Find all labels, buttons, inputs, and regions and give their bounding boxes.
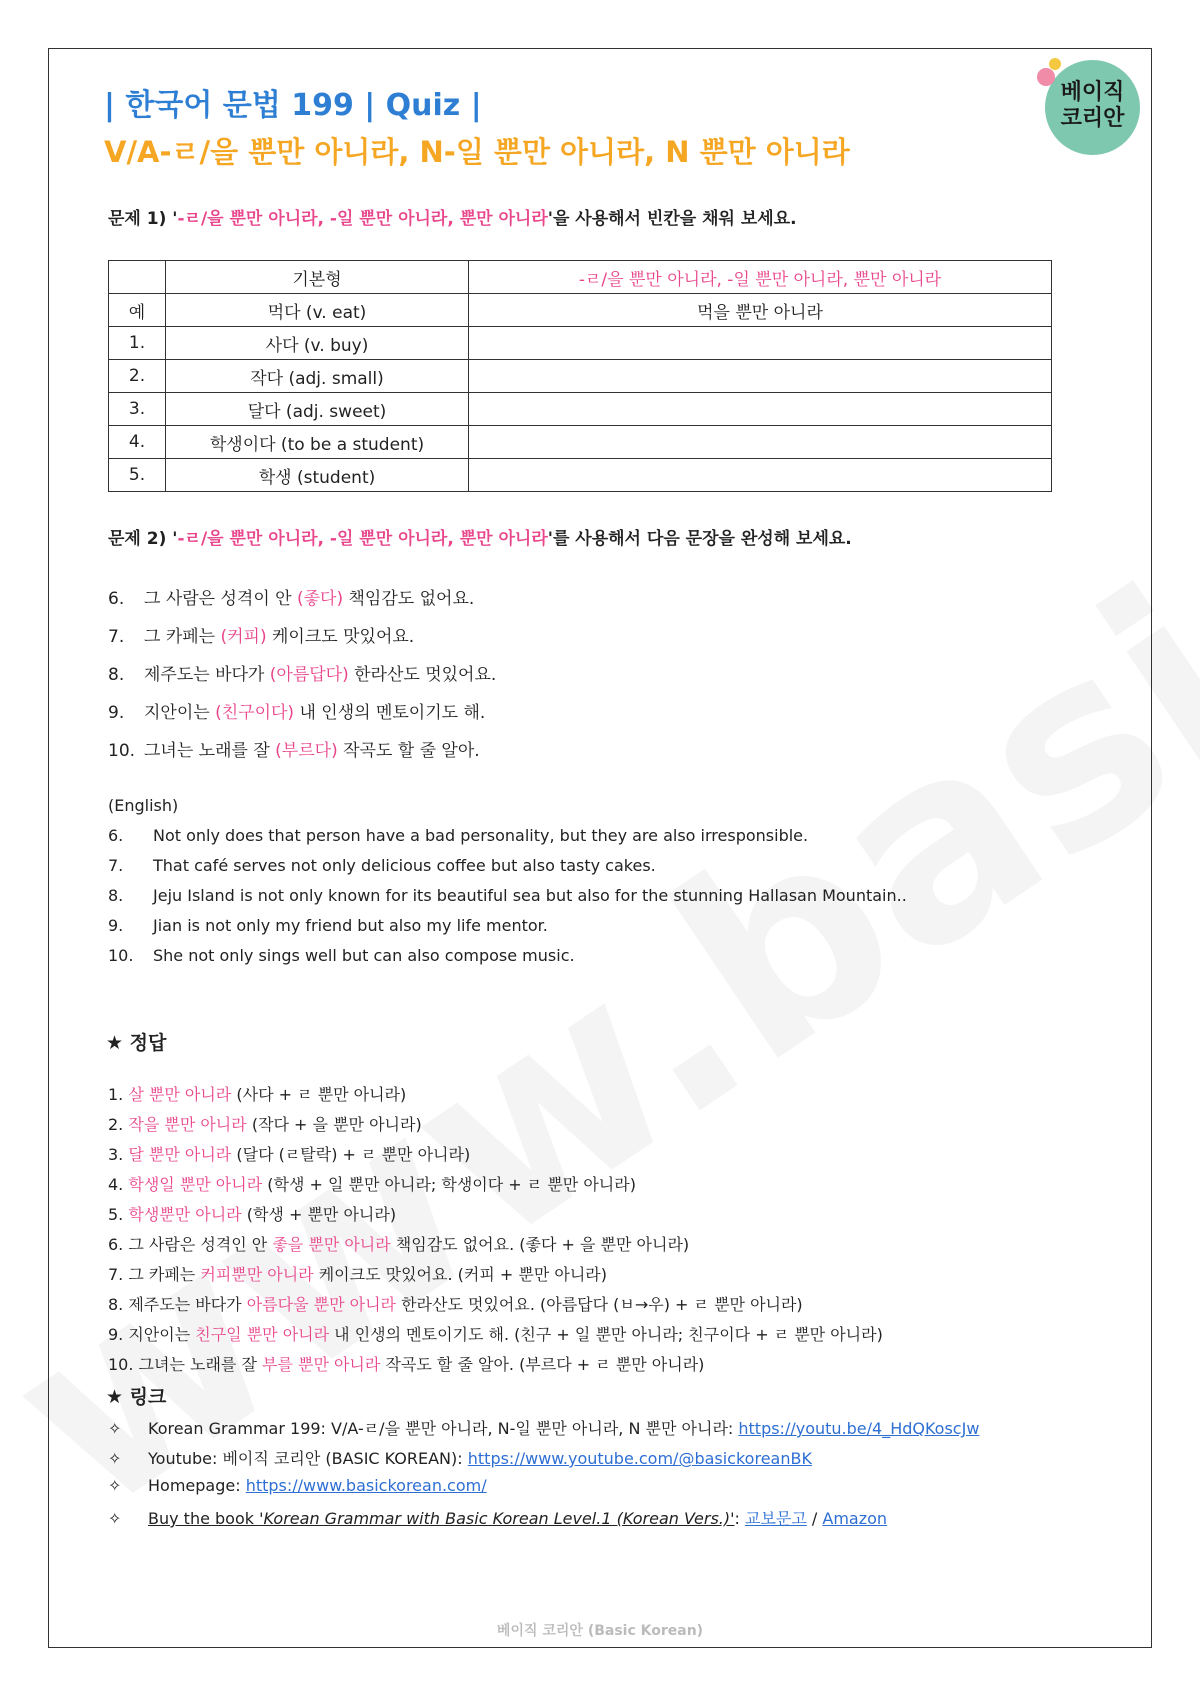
link-label: Homepage: — [148, 1476, 246, 1495]
table-header-base: 기본형 — [166, 261, 469, 294]
homepage-link[interactable]: https://www.basickorean.com/ — [245, 1476, 487, 1495]
answer-text: 2. — [108, 1115, 129, 1134]
row-answer — [469, 393, 1052, 426]
answer-highlight: 아름다울 뿐만 아니라 — [246, 1295, 396, 1314]
row-number: 4. — [109, 426, 166, 459]
answer-highlight: 학생일 뿐만 아니라 — [128, 1175, 263, 1194]
table-header-form: -ㄹ/을 뿐만 아니라, -일 뿐만 아니라, 뿐만 아니라 — [469, 261, 1052, 294]
bullet-icon: ✧ — [108, 1509, 122, 1528]
link-label: Youtube: 베이직 코리안 (BASIC KOREAN): — [148, 1449, 468, 1468]
sentence-hint: (커피) — [220, 627, 267, 647]
english-text: Not only does that person have a bad personality, but they are also irresponsible. — [153, 826, 809, 845]
sentence-number: 10. — [108, 741, 136, 761]
answer-highlight: 작을 뿐만 아니라 — [128, 1115, 247, 1134]
question-2 — [108, 524, 852, 549]
table-header-row — [109, 261, 1052, 294]
sentence-number: 9. — [108, 703, 125, 723]
table-row — [109, 426, 1052, 459]
sentence-hint: (부르다) — [275, 741, 338, 761]
question-2-pattern: -ㄹ/을 뿐만 아니라, -일 뿐만 아니라, 뿐만 아니라 — [177, 529, 548, 549]
row-answer — [469, 327, 1052, 360]
english-number: 10. — [108, 946, 134, 965]
answer-text: 케이크도 맛있어요. (커피 + 뿐만 아니라) — [313, 1265, 607, 1284]
answer-highlight: 커피뿐만 아니라 — [200, 1265, 314, 1284]
row-base: 학생 (student) — [166, 459, 469, 492]
bullet-icon: ✧ — [108, 1419, 122, 1438]
answer-item — [108, 1172, 636, 1195]
answer-highlight: 달 뿐만 아니라 — [128, 1145, 232, 1164]
link-item — [108, 1476, 487, 1495]
table-row — [109, 393, 1052, 426]
answer-text: (사다 + ㄹ 뿐만 아니라) — [231, 1085, 407, 1104]
book-title: 'Korean Grammar with Basic Korean Level.1 (Korean Vers.)' — [259, 1509, 735, 1528]
english-text: Jian is not only my friend but also my life mentor. — [153, 916, 548, 935]
answer-text: 1. — [108, 1085, 129, 1104]
sentence-number: 6. — [108, 589, 125, 609]
sentence-hint: (아름답다) — [269, 665, 349, 685]
row-number: 3. — [109, 393, 166, 426]
english-number: 6. — [108, 826, 124, 845]
question-2-suffix: '를 사용해서 다음 문장을 완성해 보세요. — [547, 529, 852, 549]
answer-item — [108, 1202, 396, 1225]
english-number: 8. — [108, 886, 124, 905]
sentence-text: 제주도는 바다가 — [144, 665, 270, 685]
link-item — [108, 1416, 979, 1439]
row-base: 먹다 (v. eat) — [166, 294, 469, 327]
logo-text-line1: 베이직 — [1060, 80, 1125, 105]
table-row — [109, 294, 1052, 327]
answer-text: (학생 + 일 뿐만 아니라; 학생이다 + ㄹ 뿐만 아니라) — [262, 1175, 636, 1194]
english-number: 9. — [108, 916, 124, 935]
sentence-number: 7. — [108, 627, 125, 647]
english-item — [108, 886, 907, 905]
sentence-text: 내 인생의 멘토이기도 해. — [294, 703, 486, 723]
sentence-item — [108, 736, 480, 761]
sentence-text: 그 카페는 — [144, 627, 221, 647]
english-item — [108, 856, 656, 875]
amazon-link[interactable]: Amazon — [822, 1509, 888, 1528]
row-number: 2. — [109, 360, 166, 393]
page-subtitle: V/A-ㄹ/을 뿐만 아니라, N-일 뿐만 아니라, N 뿐만 아니라 — [104, 135, 850, 169]
english-text: Jeju Island is not only known for its beautiful sea but also for the stunning Hallasan Mountain.. — [153, 886, 907, 905]
question-1-pattern: -ㄹ/을 뿐만 아니라, -일 뿐만 아니라, 뿐만 아니라 — [177, 209, 548, 229]
english-text: That café serves not only delicious coffee but also tasty cakes. — [153, 856, 656, 875]
answer-item — [108, 1322, 883, 1345]
question-1-suffix: '을 사용해서 빈칸을 채워 보세요. — [547, 209, 797, 229]
row-base: 학생이다 (to be a student) — [166, 426, 469, 459]
book-prefix: Buy the book — [148, 1509, 260, 1528]
book-colon: : — [734, 1509, 745, 1528]
sentence-text: 책임감도 없어요. — [343, 589, 475, 609]
answer-highlight: 살 뿐만 아니라 — [128, 1085, 232, 1104]
answer-text: (달다 (ㄹ탈락) + ㄹ 뿐만 아니라) — [231, 1145, 471, 1164]
answer-text: (학생 + 뿐만 아니라) — [241, 1205, 397, 1224]
sentence-hint: (좋다) — [297, 589, 344, 609]
answer-item — [108, 1232, 689, 1255]
answer-text: 9. 지안이는 — [108, 1325, 196, 1344]
answer-text: 한라산도 멋있어요. (아름답다 (ㅂ→우) + ㄹ 뿐만 아니라) — [396, 1295, 803, 1314]
answer-text: 8. 제주도는 바다가 — [108, 1295, 247, 1314]
answer-item — [108, 1082, 406, 1105]
logo-dot-yellow — [1049, 58, 1061, 70]
row-base: 작다 (adj. small) — [166, 360, 469, 393]
grammar-video-link[interactable]: https://youtu.be/4_HdQKoscJw — [738, 1419, 980, 1438]
sentence-text: 한라산도 멋있어요. — [348, 665, 497, 685]
sentence-number: 8. — [108, 665, 125, 685]
answer-text: 7. 그 카페는 — [108, 1265, 201, 1284]
footer: 베이직 코리안 (Basic Korean) — [496, 1623, 704, 1639]
row-base: 사다 (v. buy) — [166, 327, 469, 360]
answer-text: 5. — [108, 1205, 129, 1224]
answer-text: 10. 그녀는 노래를 잘 — [108, 1355, 262, 1374]
row-number: 5. — [109, 459, 166, 492]
kyobo-link[interactable]: 교보문고 — [744, 1509, 807, 1528]
question-2-prefix: 문제 2) ' — [108, 529, 178, 549]
table-row — [109, 360, 1052, 393]
answer-text: (작다 + 을 뿐만 아니라) — [246, 1115, 422, 1134]
link-label: Korean Grammar 199: V/A-ㄹ/을 뿐만 아니라, N-일 뿐만 아니라, N 뿐만 아니라: — [148, 1419, 739, 1438]
bullet-icon: ✧ — [108, 1476, 122, 1495]
table-row — [109, 459, 1052, 492]
answer-highlight: 학생뿐만 아니라 — [128, 1205, 242, 1224]
answer-text: 4. — [108, 1175, 129, 1194]
english-item — [108, 946, 575, 965]
bullet-icon: ✧ — [108, 1449, 122, 1468]
row-number: 예 — [109, 294, 166, 327]
row-answer — [469, 459, 1052, 492]
table-row — [109, 327, 1052, 360]
exercise-table — [108, 260, 1052, 492]
row-answer: 먹을 뿐만 아니라 — [469, 294, 1052, 327]
answers-heading: ★ 정답 — [106, 1032, 167, 1054]
answer-text: 3. — [108, 1145, 129, 1164]
answer-item — [108, 1262, 607, 1285]
question-1-prefix: 문제 1) ' — [108, 209, 178, 229]
sentence-item — [108, 622, 414, 647]
sentence-item — [108, 660, 496, 685]
link-item — [108, 1446, 812, 1469]
page-title: | 한국어 문법 199 | Quiz | — [104, 88, 482, 123]
link-item — [108, 1506, 887, 1529]
sentence-item — [108, 698, 485, 723]
answer-item — [108, 1352, 704, 1375]
table-header-blank — [109, 261, 166, 294]
logo-text-line2: 코리안 — [1060, 106, 1125, 131]
answer-highlight: 부를 뿐만 아니라 — [261, 1355, 381, 1374]
row-base: 달다 (adj. sweet) — [166, 393, 469, 426]
answer-item — [108, 1112, 422, 1135]
answer-text: 6. 그 사람은 성격인 안 — [108, 1235, 273, 1254]
english-item — [108, 826, 808, 845]
sentence-text: 그녀는 노래를 잘 — [144, 741, 276, 761]
logo — [1045, 60, 1140, 155]
answer-text: 내 인생의 멘토이기도 해. (친구 + 일 뿐만 아니라; 친구이다 + ㄹ 뿐만 아니라) — [329, 1325, 883, 1344]
sentence-text: 작곡도 할 줄 알아. — [337, 741, 480, 761]
answer-item — [108, 1292, 803, 1315]
english-number: 7. — [108, 856, 124, 875]
sentence-hint: (친구이다) — [215, 703, 295, 723]
row-answer — [469, 360, 1052, 393]
sentence-text: 그 사람은 성격이 안 — [144, 589, 297, 609]
sentence-text: 케이크도 맛있어요. — [266, 627, 415, 647]
sentence-text: 지안이는 — [144, 703, 216, 723]
english-text: She not only sings well but can also compose music. — [153, 946, 575, 965]
question-1 — [108, 204, 797, 229]
youtube-channel-link[interactable]: https://www.youtube.com/@basickoreanBK — [467, 1449, 812, 1468]
book-separator: / — [806, 1509, 823, 1528]
answer-item — [108, 1142, 470, 1165]
english-label: (English) — [108, 796, 179, 815]
answer-highlight: 친구일 뿐만 아니라 — [195, 1325, 330, 1344]
row-number: 1. — [109, 327, 166, 360]
sentence-item — [108, 584, 474, 609]
row-answer — [469, 426, 1052, 459]
answer-highlight: 좋을 뿐만 아니라 — [272, 1235, 391, 1254]
answer-text: 작곡도 할 줄 알아. (부르다 + ㄹ 뿐만 아니라) — [380, 1355, 705, 1374]
links-heading: ★ 링크 — [106, 1386, 167, 1408]
english-item — [108, 916, 548, 935]
answer-text: 책임감도 없어요. (좋다 + 을 뿐만 아니라) — [390, 1235, 690, 1254]
